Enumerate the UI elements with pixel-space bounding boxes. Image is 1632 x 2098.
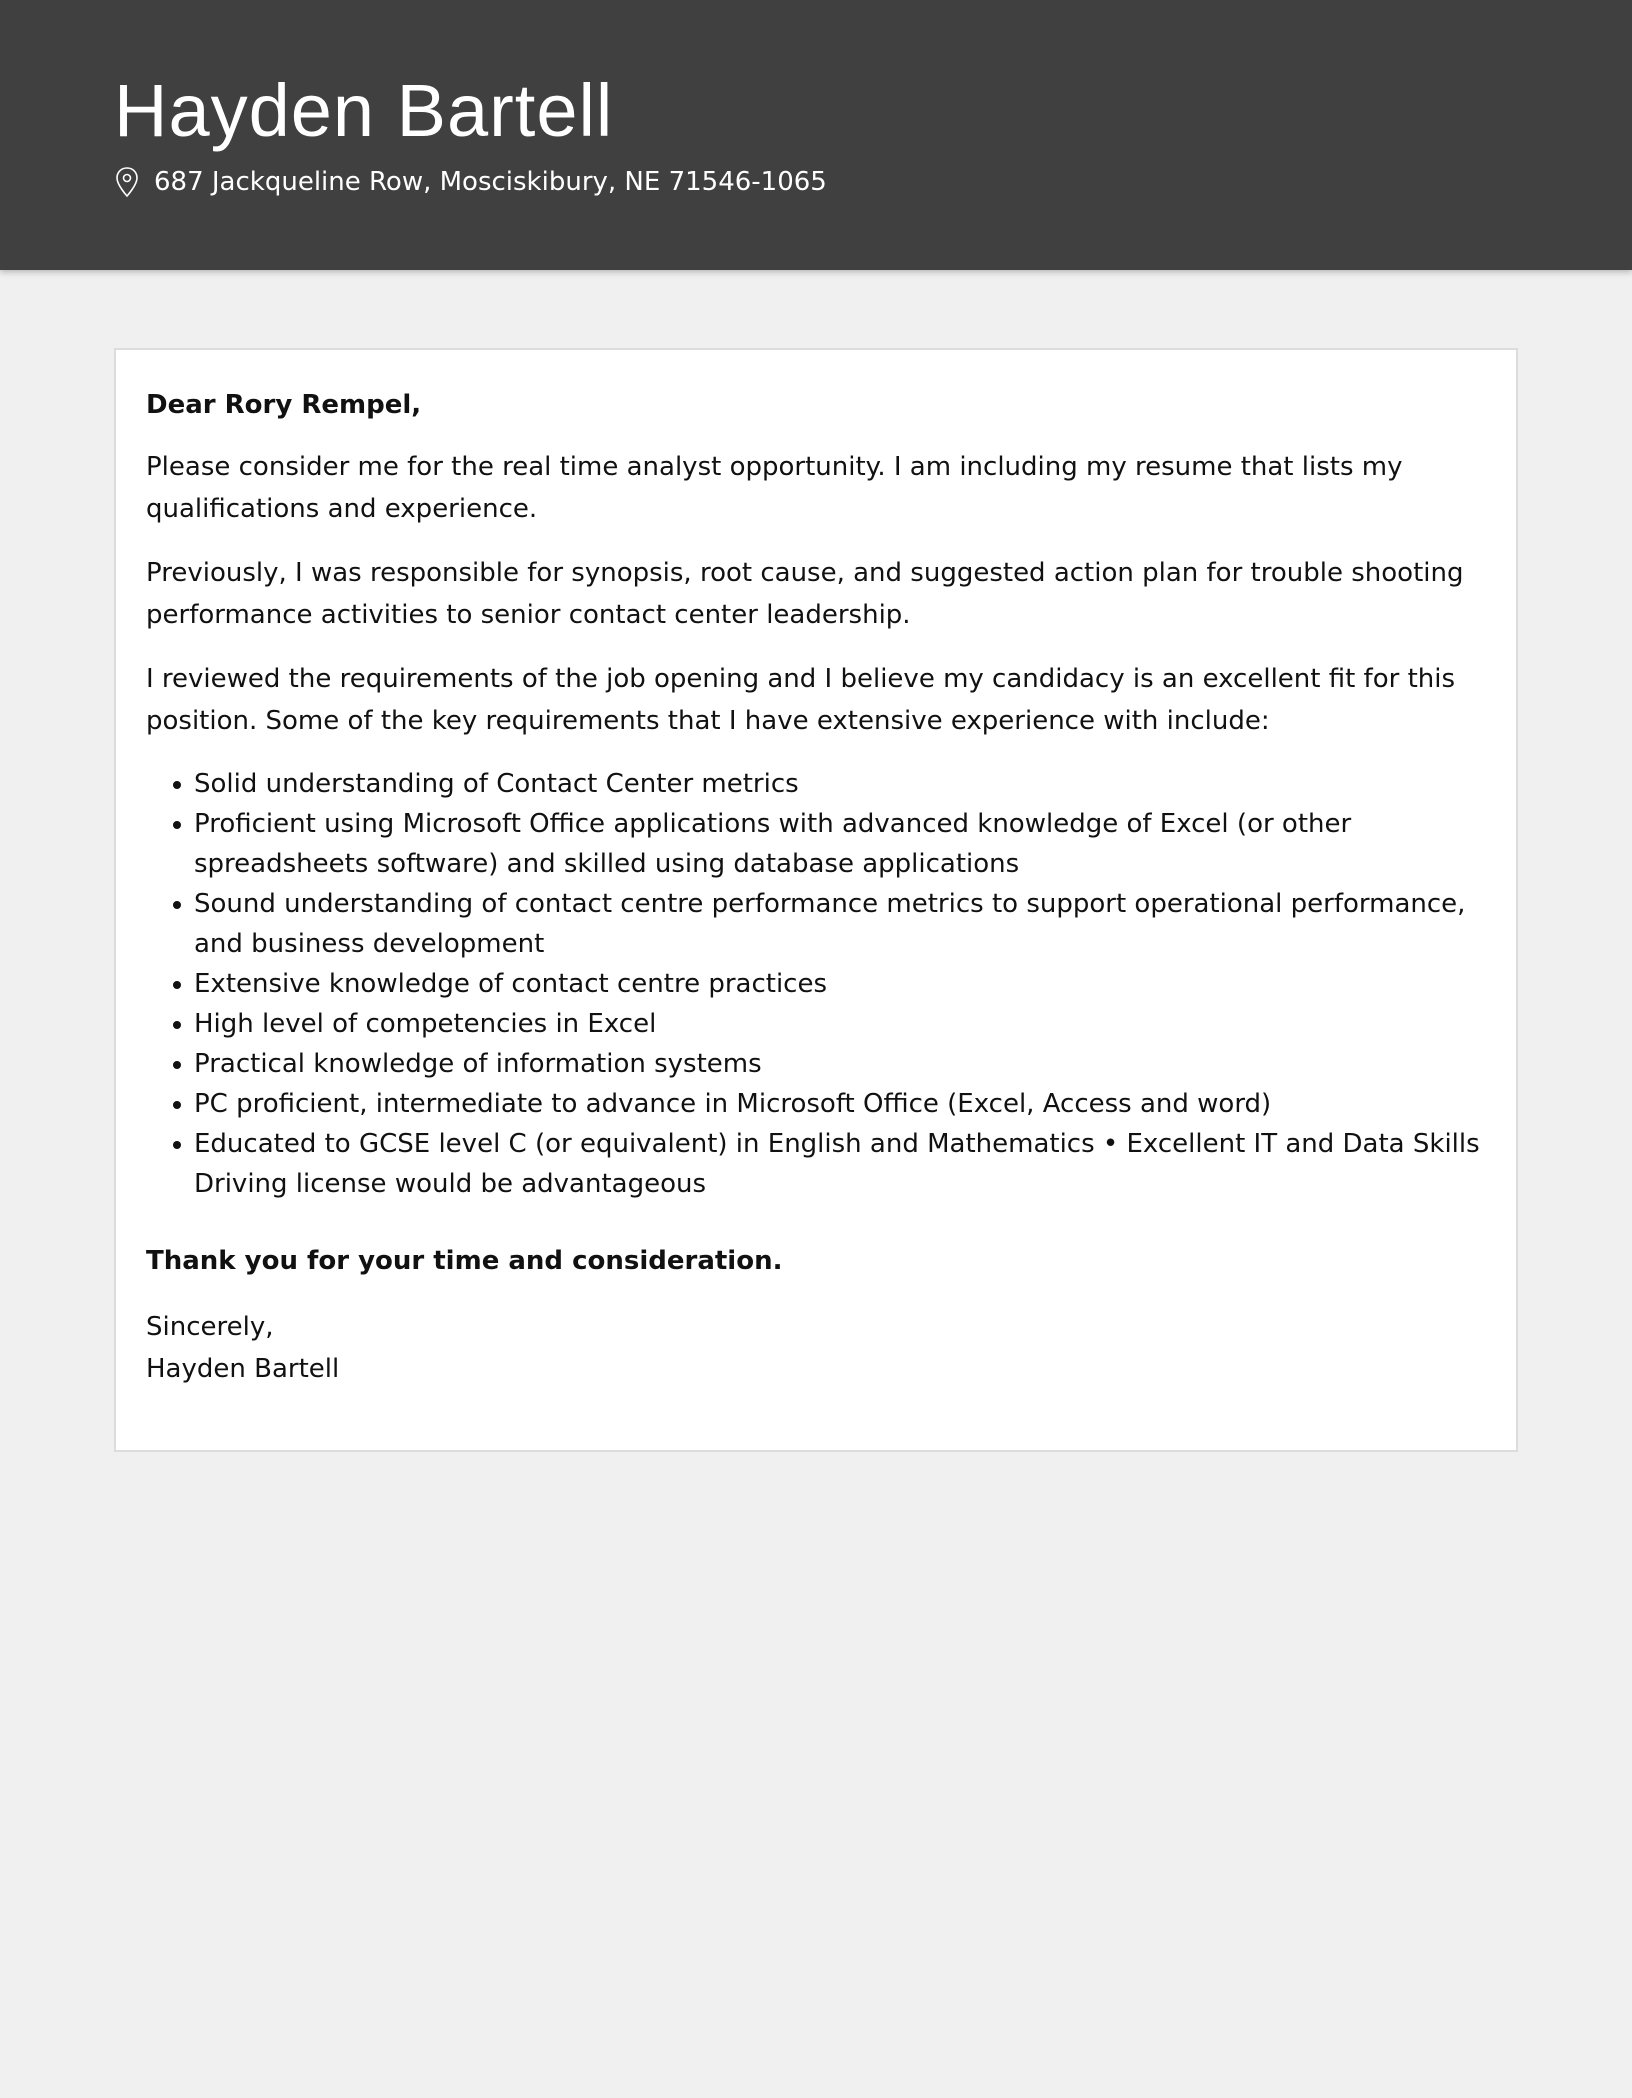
page-header: [0, 0, 1632, 270]
signature-name: Hayden Bartell: [146, 1354, 340, 1384]
requirements-list: [146, 764, 1486, 1204]
letter-paragraph: Previously, I was responsible for synopsis, root cause, and suggested action plan for trouble shooting performance activities to senior contact center leadership.: [146, 558, 1464, 630]
map-pin-icon: [114, 166, 140, 198]
requirement-item: Solid understanding of Contact Center metrics: [146, 764, 1486, 804]
signoff: Sincerely,: [146, 1312, 274, 1342]
thank-you-line: Thank you for your time and consideration.: [146, 1246, 783, 1276]
requirement-item: Extensive knowledge of contact centre practices: [146, 964, 1486, 1004]
applicant-name: Hayden Bartell: [114, 69, 614, 152]
letter-paragraph: Please consider me for the real time analyst opportunity. I am including my resume that lists my qualifications and experience.: [146, 452, 1403, 524]
address-row: [114, 166, 827, 198]
requirement-item: Educated to GCSE level C (or equivalent) in English and Mathematics • Excellent IT and Data Skills Driving license would be advantageous: [146, 1124, 1486, 1204]
letter-closing: [146, 1306, 1486, 1390]
requirement-item: Proficient using Microsoft Office applications with advanced knowledge of Excel (or other spreadsheets software) and skilled using database applications: [146, 804, 1486, 884]
letter-greeting: Dear Rory Rempel,: [146, 390, 422, 420]
cover-letter-card: [114, 348, 1518, 1452]
requirement-item: Practical knowledge of information systems: [146, 1044, 1486, 1084]
letter-paragraph: I reviewed the requirements of the job opening and I believe my candidacy is an excellent fit for this position. Some of the key requirements that I have extensive experience with include:: [146, 664, 1456, 736]
requirement-item: PC proficient, intermediate to advance in Microsoft Office (Excel, Access and word): [146, 1084, 1486, 1124]
address-text: 687 Jackqueline Row, Mosciskibury, NE 71546-1065: [154, 167, 827, 197]
requirement-item: Sound understanding of contact centre performance metrics to support operational performance, and business development: [146, 884, 1486, 964]
requirement-item: High level of competencies in Excel: [146, 1004, 1486, 1044]
